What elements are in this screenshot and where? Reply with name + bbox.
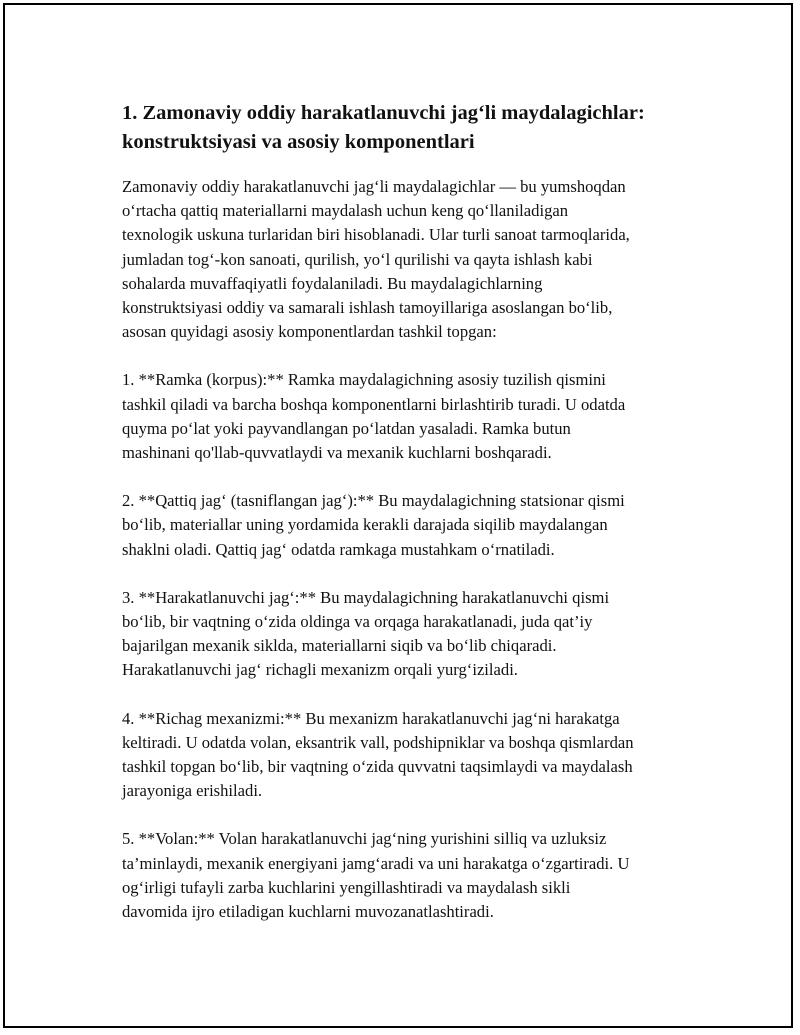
component-item-fixed-jaw: 2. **Qattiq jag‘ (tasniflangan jag‘):** Bu maydalagichning statsionar qismi bo‘lib, materiallar uning yordamida kerakli darajada siqilib maydalangan shaklni oladi. Qattiq jag‘ odatda ramkaga mustahkam o‘rnatiladi. [122,491,625,559]
component-item-lever-mechanism: 4. **Richag mexanizmi:** Bu mexanizm harakatlanuvchi jag‘ni harakatga keltiradi. U odatda volan, eksantrik vall, podshipniklar va boshqa qismlardan tashkil topgan bo‘lib, bir vaqtning o‘zida quvvatni taqsimlaydi va maydalash jarayoniga erishiladi. [122,708,634,801]
component-item-flywheel: 5. **Volan:** Volan harakatlanuvchi jag‘ning yurishini silliq va uzluksiz ta’minlaydi, mexanik energiyani jamg‘aradi va uni harakatga o‘zgartiradi. U og‘irligi tufayli zarba kuchlarini yengillashtiradi va maydalash sikli davomida ijro etiladigan kuchlarni muvozanatlashtiradi. [122,829,630,922]
paragraph-gap [122,465,697,489]
paragraph-gap [122,803,697,827]
component-item-frame: 1. **Ramka (korpus):** Ramka maydalagichning asosiy tuzilish qismini tashkil qiladi va barcha boshqa komponentlarni birlashtirib turadi. U odatda quyma po‘lat yoki payvandlangan po‘latdan yasaladi. Ramka butun mashinani qo'llab-quvvatlaydi va mexanik kuchlarni boshqaradi. [122,370,626,463]
paragraph-gap [122,562,697,586]
paragraph-gap [122,344,697,368]
component-item-moving-jaw: 3. **Harakatlanuvchi jag‘:** Bu maydalagichning harakatlanuvchi qismi bo‘lib, bir vaqtning o‘zida oldinga va orqaga harakatlanadi, juda qat’iy bajarilgan mexanik siklda, materiallarni siqib va bo‘lib chiqaradi. Harakatlanuvchi jag‘ richagli mexanizm orqali yurg‘iziladi. [122,587,610,680]
intro-paragraph: Zamonaviy oddiy harakatlanuvchi jag‘li maydalagichlar — bu yumshoqdan o‘rtacha qattiq materiallarni maydalash uchun keng qo‘llaniladigan texnologik uskuna turlaridan biri hisoblanadi. Ular turli sanoat tarmoqlarida, jumladan tog‘-kon sanoati, qurilish, yo‘l qurilishi va qayta ishlash kabi sohalarda muvaffaqiyatli foydalaniladi. Bu maydalagichlarning konstruktsiyasi oddiy va samarali ishlash tamoyillariga asoslangan bo‘lib, asosan quyidagi asosiy komponentlardan tashkil topgan: [122,177,630,342]
document-body [122,99,697,924]
paragraph-gap [122,683,697,707]
section-heading: 1. Zamonaviy oddiy harakatlanuvchi jag‘li maydalagichlar: konstruktsiyasi va asosiy komponentlari [122,102,645,153]
page-frame [3,3,793,1028]
